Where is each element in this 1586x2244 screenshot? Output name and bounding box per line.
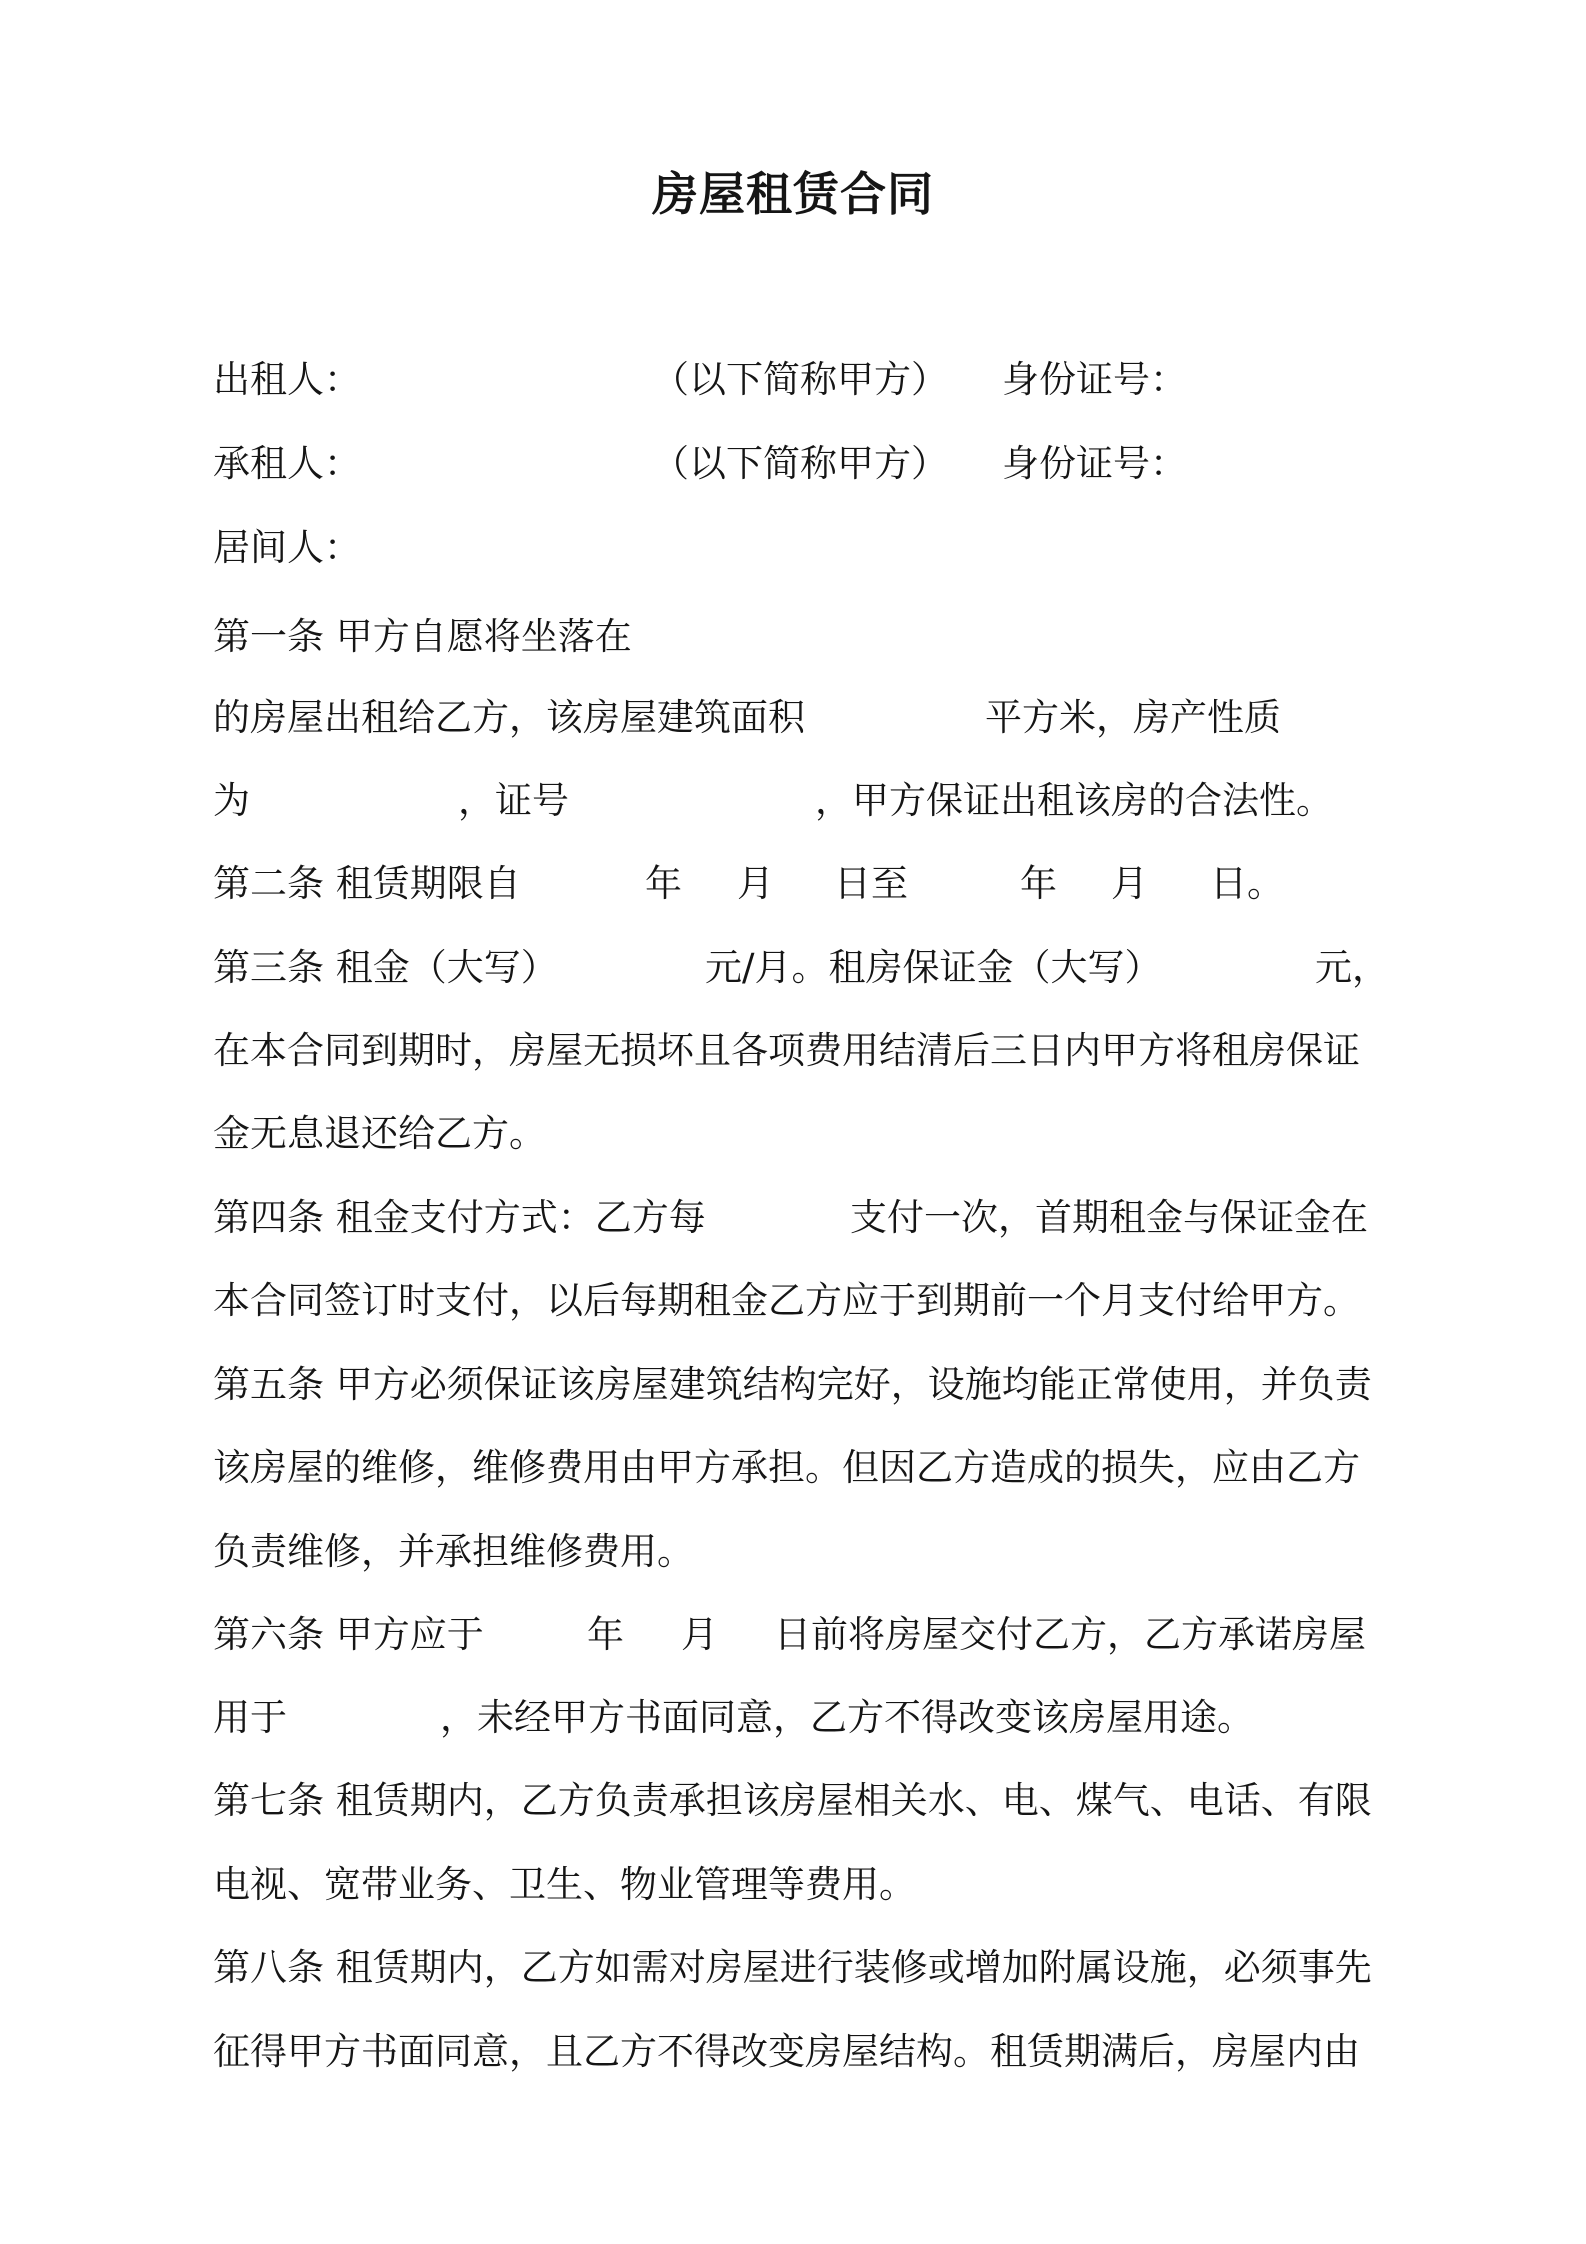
lessee-id-label: 身份证号： bbox=[1002, 442, 1187, 485]
article-1-line-1: 第一条 甲方自愿将坐落在 bbox=[213, 615, 632, 658]
article-1-line-2b: 平方米，房产性质 bbox=[985, 696, 1281, 739]
article-4-line-2: 本合同签订时支付，以后每期租金乙方应于到期前一个月支付给甲方。 bbox=[213, 1279, 1360, 1322]
article-3-deposit: 元/月。租房保证金（大写） bbox=[705, 946, 1162, 989]
article-7-line-1: 第七条 租赁期内，乙方负责承担该房屋相关水、电、煤气、电话、有限 bbox=[213, 1779, 1372, 1822]
article-2-text: 第二条 租赁期限自 bbox=[213, 862, 521, 905]
article-2-end-month: 月 bbox=[1111, 862, 1148, 905]
lessee-alias-note: （以下简称甲方） bbox=[652, 442, 948, 485]
article-3-yuan: 元， bbox=[1315, 946, 1389, 989]
article-7-line-2: 电视、宽带业务、卫生、物业管理等费用。 bbox=[213, 1863, 916, 1906]
article-5-line-2: 该房屋的维修，维修费用由甲方承担。但因乙方造成的损失，应由乙方 bbox=[213, 1446, 1360, 1489]
article-1-line-3b: ，证号 bbox=[458, 779, 569, 822]
article-6-line-2b: ，未经甲方书面同意，乙方不得改变该房屋用途。 bbox=[440, 1696, 1254, 1739]
broker-label: 居间人： bbox=[213, 526, 361, 569]
article-3-line-3: 金无息退还给乙方。 bbox=[213, 1112, 546, 1155]
lessee-label: 承租人： bbox=[213, 442, 361, 485]
article-6-line-1a: 第六条 甲方应于 bbox=[213, 1613, 484, 1656]
lessor-alias-note: （以下简称甲方） bbox=[652, 358, 948, 401]
article-3-rent: 第三条 租金（大写） bbox=[213, 946, 558, 989]
lessor-label: 出租人： bbox=[213, 358, 361, 401]
article-5-line-3: 负责维修，并承担维修费用。 bbox=[213, 1530, 694, 1573]
article-2-end-day: 日。 bbox=[1210, 862, 1284, 905]
article-4-line-1a: 第四条 租金支付方式：乙方每 bbox=[213, 1196, 706, 1239]
article-3-line-2: 在本合同到期时，房屋无损坏且各项费用结清后三日内甲方将租房保证 bbox=[213, 1029, 1360, 1072]
document-title: 房屋租赁合同 bbox=[652, 167, 934, 221]
article-1-line-2a: 的房屋出租给乙方，该房屋建筑面积 bbox=[213, 696, 805, 739]
article-2-end-year: 年 bbox=[1020, 862, 1057, 905]
article-6-line-2a: 用于 bbox=[213, 1696, 287, 1739]
article-1-line-3a: 为 bbox=[213, 779, 250, 822]
lessor-id-label: 身份证号： bbox=[1002, 358, 1187, 401]
article-6-line-1b: 日前将房屋交付乙方，乙方承诺房屋 bbox=[774, 1613, 1366, 1656]
article-2-start-month: 月 bbox=[737, 862, 774, 905]
article-6-month: 月 bbox=[681, 1613, 718, 1656]
article-5-line-1: 第五条 甲方必须保证该房屋建筑结构完好，设施均能正常使用，并负责 bbox=[213, 1363, 1372, 1406]
article-8-line-1: 第八条 租赁期内，乙方如需对房屋进行装修或增加附属设施，必须事先 bbox=[213, 1946, 1372, 1989]
article-4-line-1b: 支付一次，首期租金与保证金在 bbox=[850, 1196, 1368, 1239]
article-2-start-day: 日至 bbox=[834, 862, 908, 905]
article-2-start-year: 年 bbox=[645, 862, 682, 905]
article-1-line-3c: ，甲方保证出租该房的合法性。 bbox=[815, 779, 1333, 822]
article-8-line-2: 征得甲方书面同意，且乙方不得改变房屋结构。租赁期满后，房屋内由 bbox=[213, 2030, 1360, 2073]
article-6-year: 年 bbox=[587, 1613, 624, 1656]
